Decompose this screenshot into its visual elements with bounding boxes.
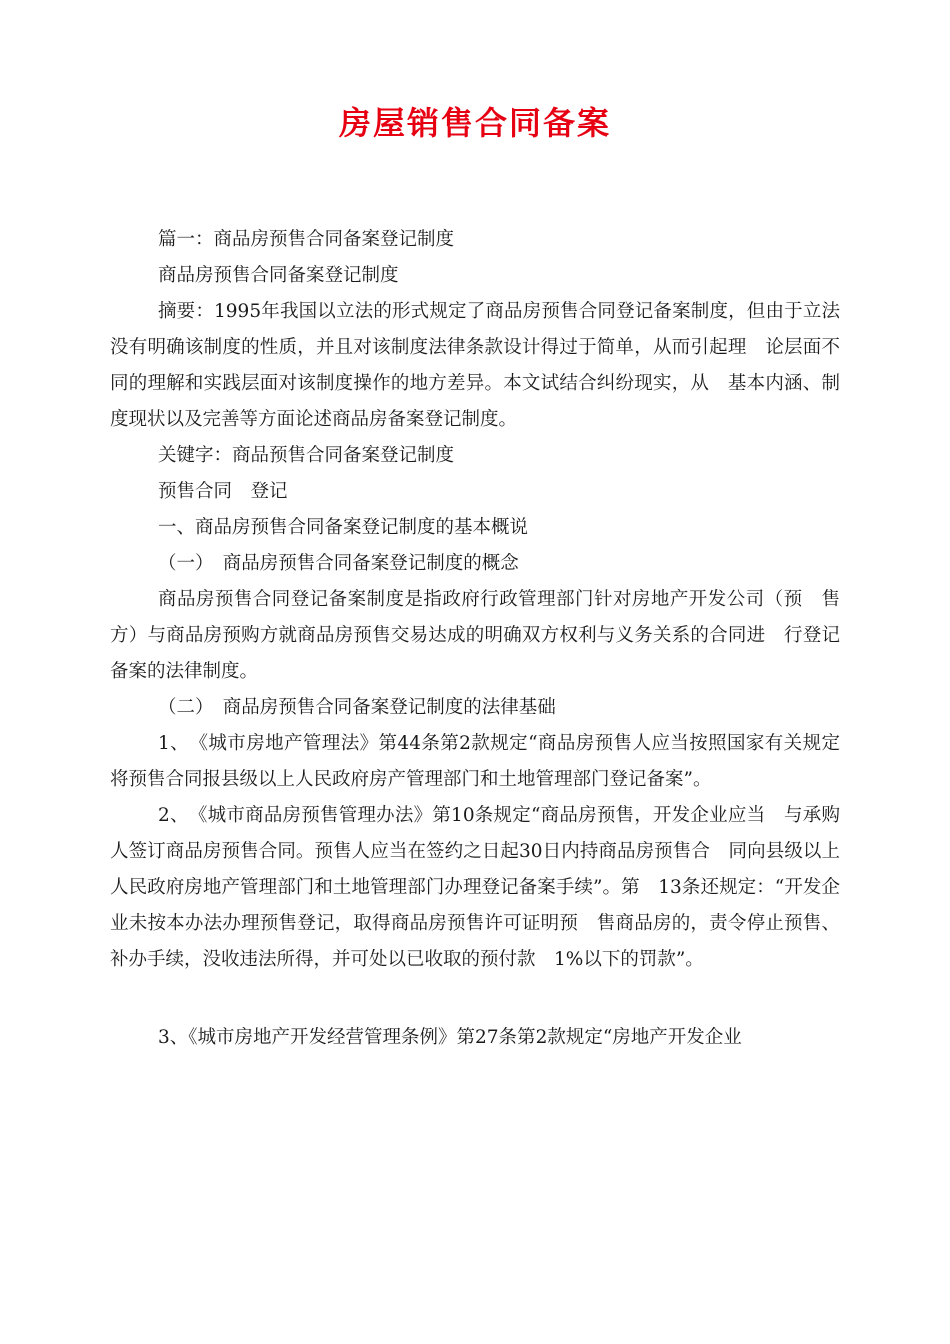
paragraph-subtitle: 商品房预售合同备案登记制度 (158, 265, 399, 286)
paragraph-law-2: 2、 《城市商品房预售管理办法》第10条规定“商品房预售，开发企业应当 与承购人签订商品房预售合同。预售人应当在签约之日起30日内持商品房预售合 同向县级以上人民政府房地产管理部门和土地管理部门办理登记备案手续”。第 13条还规定：“开发企业未按本办法办理预售登记，取得商品房预售许可证明预 售商品房的，责令停止预售、补办手续，没收违法所得，并可处以已收取的预付款 1%以下的罚款”。 (110, 805, 840, 970)
paragraph-keywords: 关键字：商品预售合同备案登记制度 (158, 445, 455, 466)
paragraph-section-heading: 篇一：商品房预售合同备案登记制度 (158, 229, 455, 250)
paragraph-law-3: 3、《城市房地产开发经营管理条例》第27条第2款规定“房地产开发企业 (158, 1027, 742, 1048)
document-title: 房屋销售合同备案 (338, 104, 611, 142)
paragraph-heading-1: 一、商品房预售合同备案登记制度的基本概说 (158, 517, 529, 538)
paragraph-subheading-1: （一） 商品房预售合同备案登记制度的概念 (158, 553, 519, 574)
paragraph-keywords-cont: 预售合同 登记 (158, 481, 288, 502)
paragraph-abstract: 摘要：1995年我国以立法的形式规定了商品房预售合同登记备案制度，但由于立法没有明确该制度的性质，并且对该制度法律条款设计得过于简单，从而引起理 论层面不同的理解和实践层面对该制度操作的地方差异。本文试结合纠纷现实，从 基本内涵、制度现状以及完善等方面论述商品房备案登记制度。 (110, 301, 840, 430)
paragraph-subheading-2: （二） 商品房预售合同备案登记制度的法律基础 (158, 697, 556, 718)
paragraph-definition: 商品房预售合同登记备案制度是指政府行政管理部门针对房地产开发公司（预 售方）与商品房预购方就商品房预售交易达成的明确双方权利与义务关系的合同进 行登记备案的法律制度。 (110, 589, 840, 682)
paragraph-law-1: 1、 《城市房地产管理法》第44条第2款规定“商品房预售人应当按照国家有关规定将预售合同报县级以上人民政府房产管理部门和土地管理部门登记备案”。 (110, 733, 840, 790)
document-body (110, 222, 840, 1056)
